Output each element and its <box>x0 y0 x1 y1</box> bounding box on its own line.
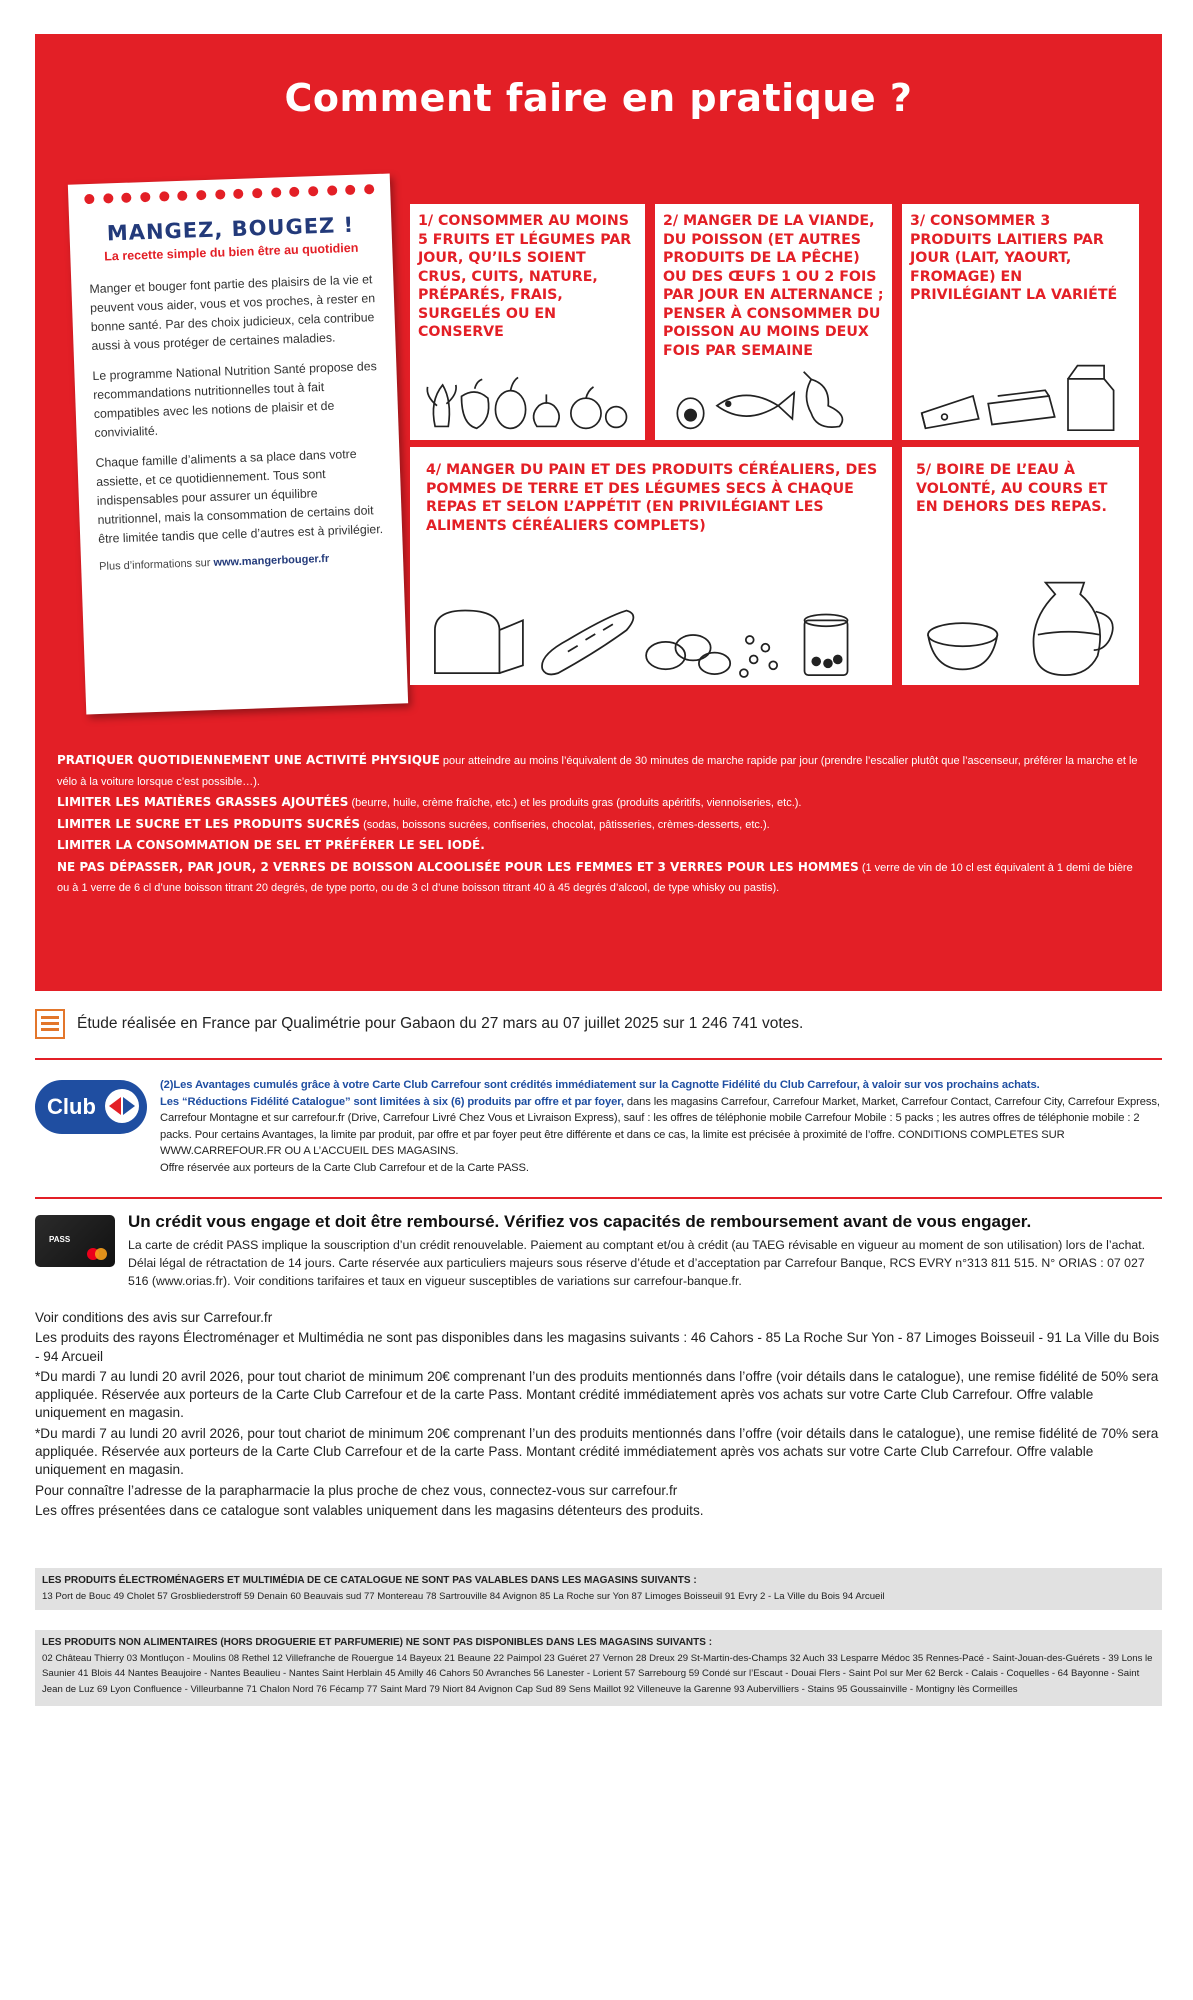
advice-item: LIMITER LES MATIÈRES GRASSES AJOUTÉES (beurre, huile, crème fraîche, etc.) et les produits gras (produits apéritifs, viennoiseries, etc.). <box>57 795 802 809</box>
food-box-cereals <box>410 447 892 685</box>
food-box-text: 5/ BOIRE DE L’EAU À VOLONTÉ, AU COURS ET EN DEHORS DES REPAS. <box>916 462 1108 515</box>
food-box-dairy <box>902 204 1139 440</box>
legal-line: Voir conditions des avis sur Carrefour.fr <box>35 1310 273 1325</box>
advice-item: LIMITER LA CONSOMMATION DE SEL ET PRÉFÉRER LE SEL IODÉ. <box>57 838 485 852</box>
excluded-stores-non-food <box>35 1630 1162 1706</box>
excluded-heading: LES PRODUITS ÉLECTROMÉNAGERS ET MULTIMÉDIA DE CE CATALOGUE NE SONT PAS VALABLES DANS LES MAGASINS SUIVANTS : <box>42 1575 697 1586</box>
panel-title: Comment faire en pratique ? <box>284 76 913 120</box>
food-box-meat-fish <box>655 204 892 440</box>
note-paragraph: Manger et bouger font partie des plaisirs de la vie et peuvent vous aider, vous et vos proches, à rester en bonne santé. Par des choix judicieux, cela contribue aussi à vous protéger de certaines maladies. <box>89 272 376 354</box>
credit-warning: Un crédit vous engage et doit être remboursé. Vérifiez vos capacités de remboursement avant de vous engager. <box>128 1212 1032 1231</box>
advice-list <box>57 750 1147 899</box>
pass-card-icon: PASS <box>35 1215 115 1267</box>
advice-item: LIMITER LE SUCRE ET LES PRODUITS SUCRÉS (sodas, boissons sucrées, confiseries, chocolat, pâtisseries, crèmes-desserts, etc.). <box>57 816 770 831</box>
fruits-vegetables-icon <box>418 368 637 434</box>
survey-icon <box>35 1009 65 1039</box>
note-holes <box>84 184 374 204</box>
note-paragraph: Chaque famille d’aliments a sa place dans votre assiette, et ce quotidiennement. Tous sont indispensables pour assurer un équilibre nutritionnel, mais la consommation de certains doit être limitée tandis que celle d’autres est à privilégier. <box>95 446 384 546</box>
study-text: Étude réalisée en France par Qualimétrie pour Gabaon du 27 mars au 07 juillet 2025 sur 1 246 741 votes. <box>77 1015 804 1032</box>
food-box-text: 1/ CONSOMMER AU MOINS 5 FRUITS ET LÉGUMES PAR JOUR, QU’ILS SOIENT CRUS, CUITS, NATURE, PRÉPARÉS, FRAIS, SURGELÉS OU EN CONSERVE <box>418 213 632 340</box>
note-card <box>68 174 408 715</box>
nutrition-panel <box>35 34 1162 991</box>
excluded-heading: LES PRODUITS NON ALIMENTAIRES (HORS DROGUERIE ET PARFUMERIE) NE SONT PAS DISPONIBLES DANS LES MAGASINS SUIVANTS : <box>42 1637 713 1648</box>
note-paragraph: Le programme National Nutrition Santé propose des recommandations nutritionnelles tout à fait compatibles avec les notions de plaisir et de convivialité. <box>92 359 377 440</box>
note-subtitle: La recette simple du bien être au quotidien <box>104 240 359 264</box>
food-box-text: 3/ CONSOMMER 3 PRODUITS LAITIERS PAR JOUR (LAIT, YAOURT, FROMAGE) EN PRIVILÉGIANT LA VARIÉTÉ <box>910 213 1118 303</box>
excluded-list: 13 Port de Bouc 49 Cholet 57 Grosbliederstroff 59 Denain 60 Beauvais sud 77 Montereau 78 Sartrouville 84 Avignon 85 La Roche sur Yon 87 Limoges Boisseuil 91 Evry 2 - La Ville du Bois 94 Arcueil <box>42 1590 885 1602</box>
dairy-icon <box>910 358 1131 434</box>
advice-item: NE PAS DÉPASSER, PAR JOUR, 2 VERRES DE BOISSON ALCOOLISÉE POUR LES FEMMES ET 3 VERRES POUR LES HOMMES (1 verre de vin de 10 cl est équivalent à 1 demi de bière ou à 1 verre de 6 cl d’une boisson titrant 20 degrés, de type porto, ou de 3 cl d’une boisson titrant 40 à 45 degrés d’alcool, de type whisky ou pastis). <box>57 859 1133 894</box>
note-more-info: Plus d’informations sur www.mangerbouger.fr <box>98 552 330 573</box>
legal-notes <box>35 1309 1162 1522</box>
water-jug-icon <box>910 573 1131 679</box>
note-title: MANGEZ, BOUGEZ ! <box>106 212 355 246</box>
excluded-stores-multimedia <box>35 1568 1162 1610</box>
excluded-list: 02 Château Thierry 03 Montluçon - Moulins 08 Rethel 12 Villefranche de Rouergue 14 Bayeux 21 Beaune 22 Paimpol 23 Guéret 27 Vernon 28 Dreux 29 St-Martin-des-Champs 32 Auch 33 Lesparre Médoc 35 Rennes-Pacé - Saint-Jouan-des-Guérets - 39 Lons le Saunier 41 Blois 44 Nantes Beaujoire - Nantes Beaulieu - Nantes Saint Herblain 45 Amilly 46 Cahors 50 Avranches 56 Lanester - Lorient 57 Sarrebourg 59 Condé sur l’Escaut - Douai Flers - Saint Pol sur Mer 62 Berck - Calais - Coquelles - 64 Bayonne - Saint Jean de Luz 69 Lyon Confluence - Villeurbanne 71 Chalon Nord 76 Fécamp 77 Saint Mard 79 Niort 84 Avignon Cap Sud 89 Sens Maillot 92 Villeneuve la Garenne 93 Aubervilliers - Stains 95 Goussainville - Montigny lès Cormeilles <box>42 1652 1153 1695</box>
meat-fish-egg-icon <box>663 368 884 434</box>
mastercard-icon <box>87 1248 107 1260</box>
food-box-text: 2/ MANGER DE LA VIANDE, DU POISSON (ET AUTRES PRODUITS DE LA PÊCHE) OU DES ŒUFS 1 OU 2 FOIS PAR JOUR EN ALTERNANCE ; PENSER À CONSOMMER DU POISSON AU MOINS DEUX FOIS PAR SEMAINE <box>663 213 884 359</box>
divider <box>35 1058 1162 1060</box>
study-line <box>35 1009 803 1039</box>
divider <box>35 1197 1162 1199</box>
bread-cereals-icon <box>418 591 884 679</box>
carrefour-icon <box>105 1089 139 1123</box>
food-box-text: 4/ MANGER DU PAIN ET DES PRODUITS CÉRÉALIERS, DES POMMES DE TERRE ET DES LÉGUMES SECS À CHAQUE REPAS ET SELON L’APPÉTIT (EN PRIVILÉGIANT LES ALIMENTS CÉRÉALIERS COMPLETS) <box>426 462 878 534</box>
mangerbouger-link[interactable]: www.mangerbouger.fr <box>213 552 330 569</box>
legal-line: *Du mardi 7 au lundi 20 avril 2026, pour tout chariot de minimum 20€ comprenant l’un des produits mentionnés dans l’offre (voir détails dans le catalogue), une remise fidélité de 70% sera appliquée. Réservée aux porteurs de la Carte Club Carrefour et de la carte Pass. Montant crédité immédiatement après vos achats sur votre Carte Club Carrefour. Offre valable uniquement en magasin. <box>35 1425 1159 1478</box>
legal-line: Les offres présentées dans ce catalogue sont valables uniquement dans les magasins détenteurs des produits. <box>35 1502 704 1518</box>
legal-line: Les produits des rayons Électroménager et Multimédia ne sont pas disponibles dans les magasins suivants : 46 Cahors - 85 La Roche Sur Yon - 87 Limoges Boisseuil - 91 La Ville du Bois - 94 Arcueil <box>35 1330 1160 1364</box>
food-box-water <box>902 447 1139 685</box>
legal-line: Pour connaître l’adresse de la parapharmacie la plus proche de chez vous, connectez-vous sur carrefour.fr <box>35 1482 678 1498</box>
advice-item: PRATIQUER QUOTIDIENNEMENT UNE ACTIVITÉ PHYSIQUE pour atteindre au moins l’équivalent de 30 minutes de marche rapide par jour (prendre l’escalier plutôt que l’ascenseur, préférer la marche et le vélo à la voiture lorsque c’est possible…). <box>57 753 1138 788</box>
club-carrefour-logo: Club <box>35 1080 147 1134</box>
food-box-fruits <box>410 204 645 440</box>
club-conditions: (2)Les Avantages cumulés grâce à votre Carte Club Carrefour sont crédités immédiatement sur la Cagnotte Fidélité du Club Carrefour, à valoir sur vos prochains achats. Les “Réductions Fidélité Catalogue” sont limitées à six (6) produits par offre et par foyer, dans les magasins Carrefour, Carrefour Market, Market, Carrefour Contact, Carrefour City, Carrefour Express, Carrefour Montagne et sur carrefour.fr (Drive, Carrefour Livré Chez Vous et Livraison Express), sauf : les offres de téléphonie mobile Carrefour Mobile : 5 packs ; les autres offres de téléphonie mobile : 2 packs. Pour certains Avantages, la limite par produit, par offre et par foyer peut être différente et dans ce cas, la limite est précisée à proximité de l’offre. CONDITIONS COMPLETES SUR WWW.CARREFOUR.FR OU A L’ACCUEIL DES MAGASINS. Offre réservée aux porteurs de la Carte Club Carrefour et de la Carte PASS. <box>160 1079 1160 1174</box>
legal-line: *Du mardi 7 au lundi 20 avril 2026, pour tout chariot de minimum 20€ comprenant l’un des produits mentionnés dans l’offre (voir détails dans le catalogue), une remise fidélité de 50% sera appliquée. Réservée aux porteurs de la Carte Club Carrefour et de la carte Pass. Montant crédité immédiatement après vos achats sur votre Carte Club Carrefour. Offre valable uniquement en magasin. <box>35 1368 1159 1421</box>
credit-conditions: La carte de crédit PASS implique la souscription d’un crédit renouvelable. Paiement au comptant et/ou à crédit (au TAEG révisable en vigueur au moment de son utilisation) lors de l’achat. Délai légal de rétractation de 14 jours. Carte réservée aux particuliers majeurs sous réserve d’étude et d’acceptation par Carrefour Banque, RCS EVRY n°313 811 515. N° ORIAS : 07 027 516 (www.orias.fr). Voir conditions tarifaires et taux en vigueur susceptibles de variations sur carrefour-banque.fr. <box>128 1238 1146 1288</box>
